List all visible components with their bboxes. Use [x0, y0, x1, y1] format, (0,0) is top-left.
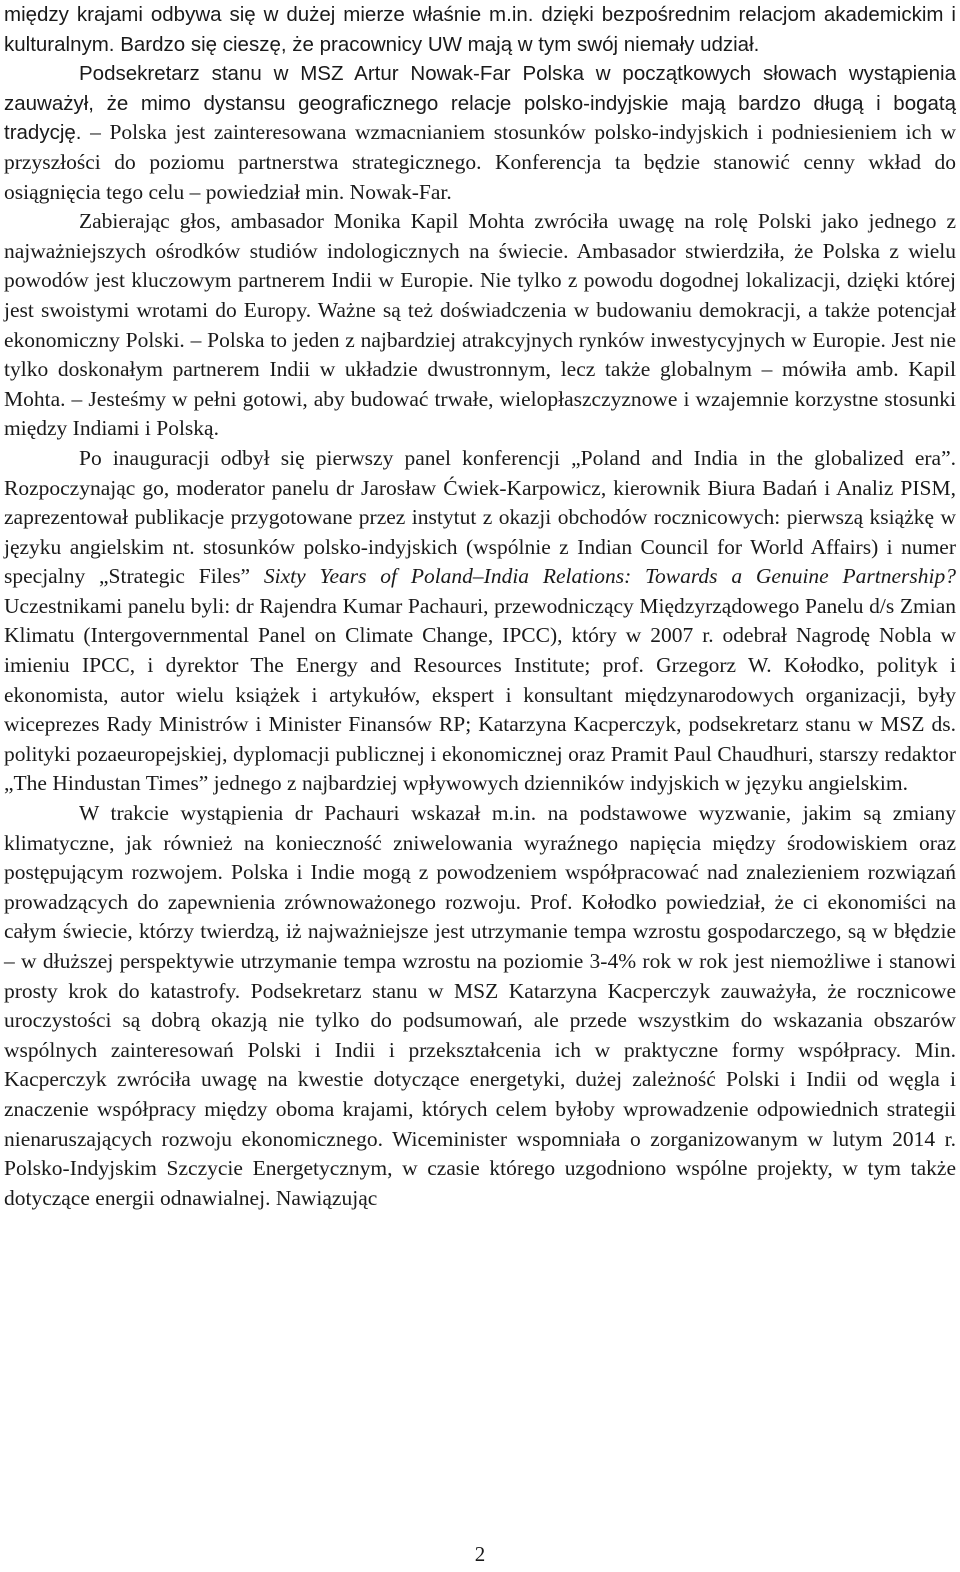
paragraph-first-panel: [4, 444, 956, 799]
document-body: [4, 0, 956, 1213]
page-number: 2: [474, 1542, 486, 1566]
paragraph-pachauri: W trakcie wystąpienia dr Pachauri wskazał m.in. na podstawowe wyzwanie, jakim są zmiany klimatyczne, jak również na konieczność zniwelowania wyraźnego napięcia między środowiskiem oraz postępującym rozwojem. Polska i Indie mogą z powodzeniem współpracować nad znalezieniem rozwiązań prowadzących do zapewnienia zrównoważonego rozwoju. Prof. Kołodko powiedział, że ci ekonomiści na całym świecie, którzy twierdzą, iż najważniejsze jest utrzymanie tempa wzrostu gospodarczego, są w błędzie – w dłuższej perspektywie utrzymanie tempa wzrostu na poziomie 3-4% rok w rok jest niemożliwe i stanowi prosty krok do katastrofy. Podsekretarz stanu w MSZ Katarzyna Kacperczyk zauważyła, że rocznicowe uroczystości są dobrą okazją nie tylko do podsumowań, ale przede wszystkim do wskazania obszarów wspólnych zainteresowań Polski i Indii i przekształcenia ich w praktyczne formy współpracy. Min. Kacperczyk zwróciła uwagę na kwestie dotyczące energetyki, dużej zależność Polski i Indii od węgla i znaczenie współpracy między oboma krajami, których celem byłoby wprowadzenie odpowiednich strategii nienaruszających rozwoju ekonomicznego. Wiceminister wspomniała o zorganizowanym w lutym 2014 r. Polsko-Indyjskim Szczycie Energetycznym, w czasie którego uzgodniono wspólne projekty, w tym także dotyczące energii odnawialnej. Nawiązując: [4, 801, 956, 1210]
publication-title: Sixty Years of Poland–India Relations: Towards a Genuine Partnership?: [263, 564, 956, 589]
paragraph-first-panel-part1: Po inauguracji odbył się pierwszy panel konferencji „Poland and India in the globalized era”. Rozpoczynając go, moderator panelu dr Jarosław Ćwiek-Karpowicz, kierownik Biura Badań i Analiz PISM, zaprezentował publikacje przygotowane przez instytut z okazji obchodów rocznicowych: pierwszą książkę w języku angielskim nt. stosunków polsko-indyjskich (wspólnie z Indian Council for World Affairs) i numer specjalny „Strategic Files”: [4, 445, 956, 589]
paragraph-continued: między krajami odbywa się w dużej mierze właśnie m.in. dzięki bezpośrednim relacjom akademickim i kulturalnym. Bardzo się cieszę, że pracownicy UW mają w tym swój niemały udział.: [4, 3, 956, 56]
paragraph-nowak-far-quote: – Polska jest zainteresowana wzmacnianiem stosunków polsko-indyjskich i podniesieniem ich w przyszłości do poziomu partnerstwa strategicznego. Konferencja ta będzie stanowić cenny wkład do osiągnięcia tego celu – powiedział min. Nowak-Far.: [4, 120, 956, 204]
paragraph-first-panel-part2: Uczestnikami panelu byli: dr Rajendra Kumar Pachauri, przewodniczący Międzyrządowego Panelu d/s Zmian Klimatu (Intergovernmental Panel on Climate Change, IPCC), który w 2007 r. odebrał Nagrodę Nobla w imieniu IPCC, i dyrektor The Energy and Resources Institute; prof. Grzegorz W. Kołodko, polityk i ekonomista, autor wielu książek i artykułów, ekspert i konsultant międzynarodowych organizacji, były wiceprezes Rady Ministrów i Minister Finansów RP; Katarzyna Kacperczyk, podsekretarz stanu w MSZ ds. polityki pozaeuropejskiej, dyplomacji publicznej i ekonomicznej oraz Pramit Paul Chaudhuri, starszy redaktor „The Hindustan Times” jednego z najbardziej wpływowych dzienników indyjskich w języku angielskim.: [4, 593, 956, 796]
paragraph-nowak-far-intro: Podsekretarz stanu w MSZ Artur Nowak-Far Polska w początkowych słowach wystąpienia zauważył, że mimo dystansu geograficznego relacje polsko-indyjskie mają bardzo długą i bogatą tradycję.: [4, 62, 956, 145]
paragraph-nowak-far: [4, 59, 956, 207]
paragraph-ambassador: Zabierając głos, ambasador Monika Kapil Mohta zwróciła uwagę na rolę Polski jako jednego z najważniejszych ośrodków studiów indologicznych na świecie. Ambasador stwierdziła, że Polska z wielu powodów jest kluczowym partnerem Indii w Europie. Nie tylko z powodu dogodnej lokalizacji, dzięki której jest swoistymi wrotami do Europy. Ważne są też doświadczenia w budowaniu demokracji, a także potencjał ekonomiczny Polski. – Polska to jeden z najbardziej atrakcyjnych rynków inwestycyjnych w Europie. Jest nie tylko doskonałym partnerem Indii w układzie dwustronnym, lecz także globalnym – mówiła amb. Kapil Mohta. – Jesteśmy w pełni gotowi, aby budować trwałe, wielopłaszczyznowe i wzajemnie korzystne stosunki między Indiami i Polską.: [4, 209, 956, 441]
